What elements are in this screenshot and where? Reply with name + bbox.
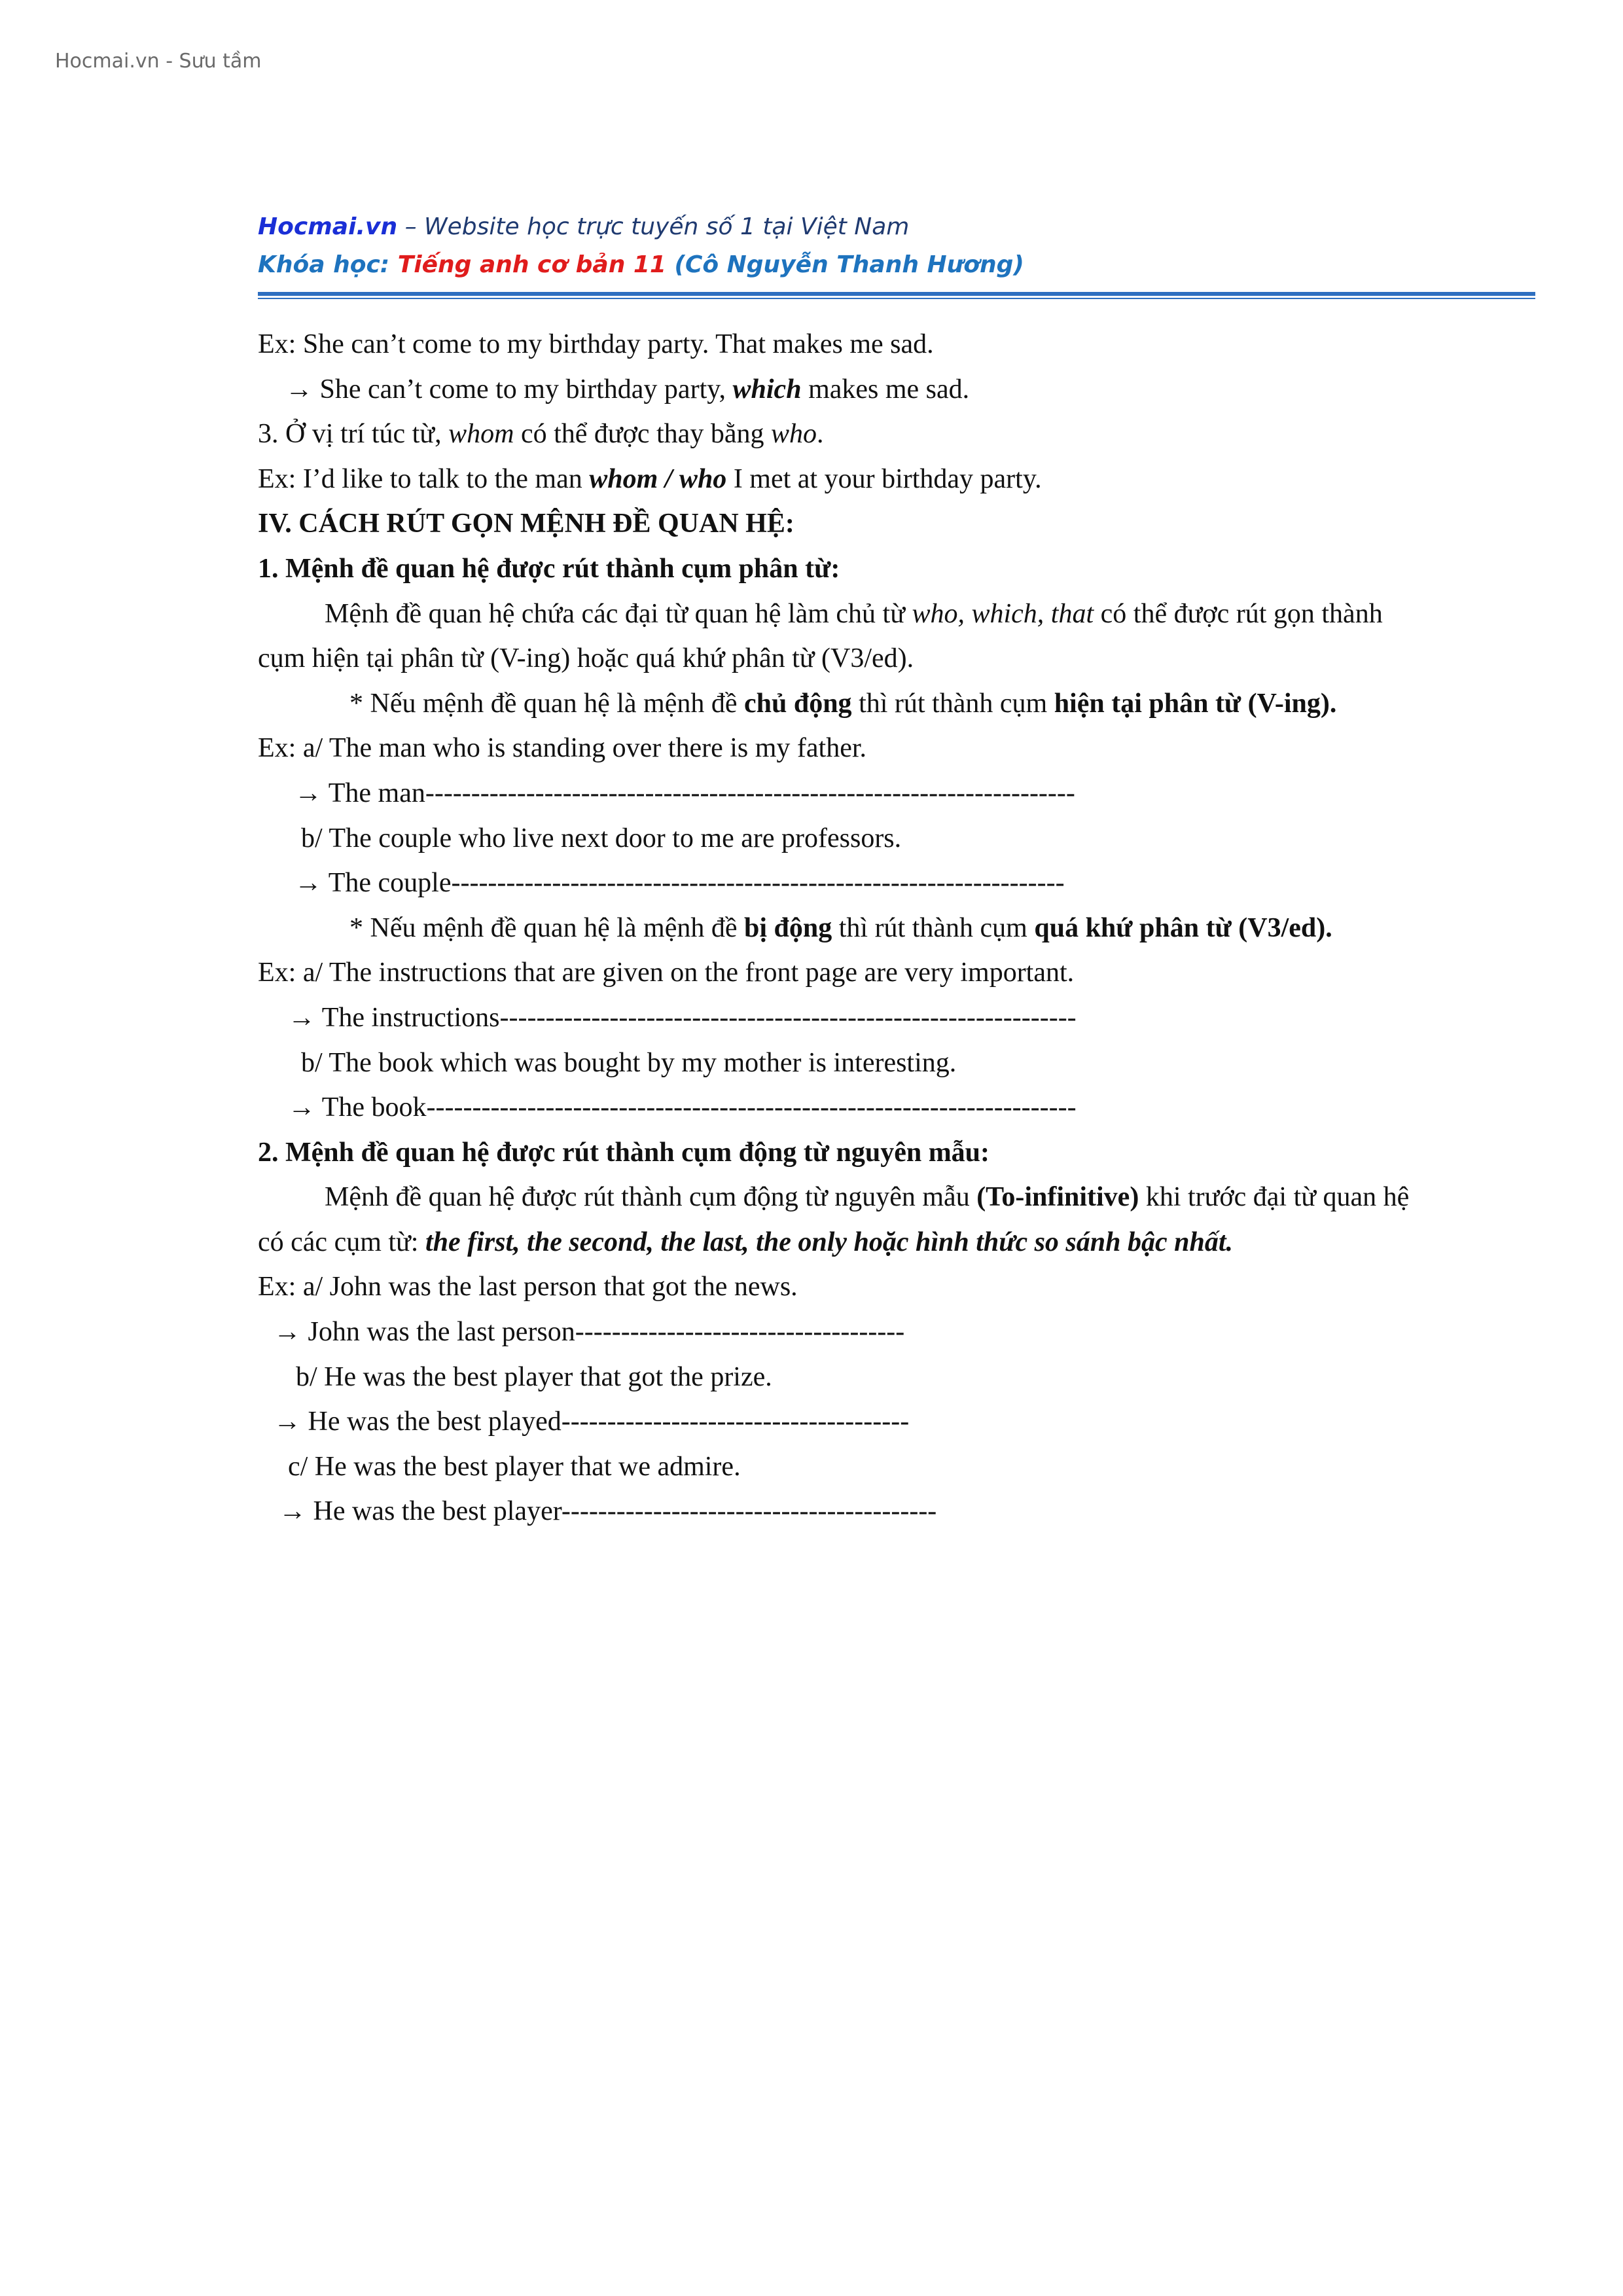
header-line-1: [258, 208, 1535, 246]
header-divider-thick: [258, 292, 1535, 296]
document-header: [258, 208, 1535, 299]
note-line: [258, 906, 1541, 951]
text: Ex: She can’t come to my birthday party. That makes me sad.: [258, 329, 934, 359]
text: 1. Mệnh đề quan hệ được rút thành cụm phân từ:: [258, 553, 840, 584]
emphasis: chủ động: [743, 688, 852, 719]
example-line: [258, 1041, 1541, 1086]
text: * Nếu mệnh đề quan hệ là mệnh đề: [349, 912, 744, 943]
example-line: [258, 726, 1541, 771]
text: c/ He was the best player that we admire.: [288, 1451, 741, 1482]
text: .: [816, 419, 824, 450]
course-name: Tiếng anh cơ bản 11: [397, 251, 666, 278]
text: → The book-----------------------------------------------------------------------: [288, 1092, 1077, 1123]
text: có thể được thay bằng: [514, 419, 771, 450]
text: Ex: a/ John was the last person that got the news.: [258, 1272, 798, 1302]
text: Ex: a/ The man who is standing over there is my father.: [258, 733, 867, 764]
text: I met at your birthday party.: [726, 463, 1042, 494]
exercise-blank-line: [258, 1310, 1541, 1355]
text: IV. CÁCH RÚT GỌN MỆNH ĐỀ QUAN HỆ:: [258, 509, 794, 539]
emphasis: who, which, that: [912, 598, 1094, 629]
subsection-heading: [258, 547, 1541, 592]
example-line: [258, 1265, 1541, 1310]
brand-name: Hocmai.vn: [258, 213, 398, 240]
text: thì rút thành cụm: [832, 912, 1035, 943]
emphasis: hiện tại phân từ (V-ing).: [1054, 688, 1337, 719]
brand-tagline: – Website học trực tuyến số 1 tại Việt Nam: [397, 213, 910, 240]
text: có các cụm từ:: [258, 1227, 425, 1257]
exercise-blank-line: [258, 861, 1541, 906]
emphasis: (To-infinitive): [976, 1182, 1139, 1213]
exercise-blank-line: [258, 1489, 1541, 1534]
exercise-blank-line: [258, 1085, 1541, 1130]
text: b/ The book which was bought by my mother is interesting.: [301, 1047, 957, 1078]
section-heading: [258, 501, 1541, 547]
text: thì rút thành cụm: [851, 688, 1054, 719]
text: → The man-----------------------------------------------------------------------: [294, 778, 1075, 808]
text: → The instructions---------------------------------------------------------------: [288, 1002, 1077, 1033]
text: → He was the best player-----------------------------------------: [279, 1496, 937, 1527]
text: Mệnh đề quan hệ được rút thành cụm động từ nguyên mẫu: [325, 1182, 977, 1213]
emphasis: whom / who: [589, 463, 727, 494]
text: → John was the last person------------------------------------: [274, 1317, 905, 1348]
text: b/ He was the best player that got the prize.: [296, 1361, 772, 1392]
example-line: [258, 457, 1541, 502]
note-line: [258, 681, 1541, 726]
paragraph-line: [258, 636, 1541, 681]
emphasis: quá khứ phân từ (V3/ed).: [1034, 912, 1332, 943]
example-line: [258, 1355, 1541, 1400]
header-divider-thin: [258, 298, 1535, 299]
emphasis: bị động: [743, 912, 832, 943]
header-line-2: [258, 246, 1535, 284]
text: makes me sad.: [801, 374, 970, 404]
text: có thể được rút gọn thành: [1094, 598, 1383, 629]
example-line: [258, 950, 1541, 996]
text: → He was the best played--------------------------------------: [274, 1407, 910, 1437]
text: → She can’t come to my birthday party,: [285, 374, 733, 404]
example-line: [258, 1444, 1541, 1490]
paragraph-line: [258, 592, 1541, 637]
emphasis: the first, the second, the last, the only hoặc hình thức so sánh bậc nhất.: [425, 1227, 1234, 1257]
paragraph-line: [258, 1220, 1541, 1265]
exercise-blank-line: [258, 1399, 1541, 1444]
example-answer-line: [258, 367, 1541, 412]
text: b/ The couple who live next door to me are professors.: [301, 823, 902, 853]
example-line: [258, 816, 1541, 861]
subsection-heading: [258, 1130, 1541, 1175]
emphasis: who: [770, 419, 817, 450]
exercise-blank-line: [258, 996, 1541, 1041]
document-body: [258, 322, 1541, 1534]
text: 2. Mệnh đề quan hệ được rút thành cụm động từ nguyên mẫu:: [258, 1137, 990, 1168]
course-teacher: (Cô Nguyễn Thanh Hương): [666, 251, 1024, 278]
example-line: [258, 322, 1541, 367]
paragraph-line: [258, 1175, 1541, 1220]
text: khi trước đại từ quan hệ: [1139, 1182, 1410, 1213]
text: Ex: I’d like to talk to the man: [258, 463, 590, 494]
emphasis: whom: [448, 419, 514, 450]
exercise-blank-line: [258, 771, 1541, 816]
text: Ex: a/ The instructions that are given on the front page are very important.: [258, 958, 1075, 988]
watermark: Hocmai.vn - Sưu tầm: [55, 50, 262, 73]
text: 3. Ở vị trí túc từ,: [258, 419, 449, 450]
emphasis: which: [732, 374, 802, 404]
text: Mệnh đề quan hệ chứa các đại từ quan hệ làm chủ từ: [325, 598, 912, 629]
course-label: Khóa học:: [258, 251, 398, 278]
text: cụm hiện tại phân từ (V-ing) hoặc quá khứ phân từ (V3/ed).: [258, 643, 914, 674]
rule-line: [258, 412, 1541, 457]
text: → The couple-------------------------------------------------------------------: [294, 868, 1065, 899]
text: * Nếu mệnh đề quan hệ là mệnh đề: [349, 688, 744, 719]
